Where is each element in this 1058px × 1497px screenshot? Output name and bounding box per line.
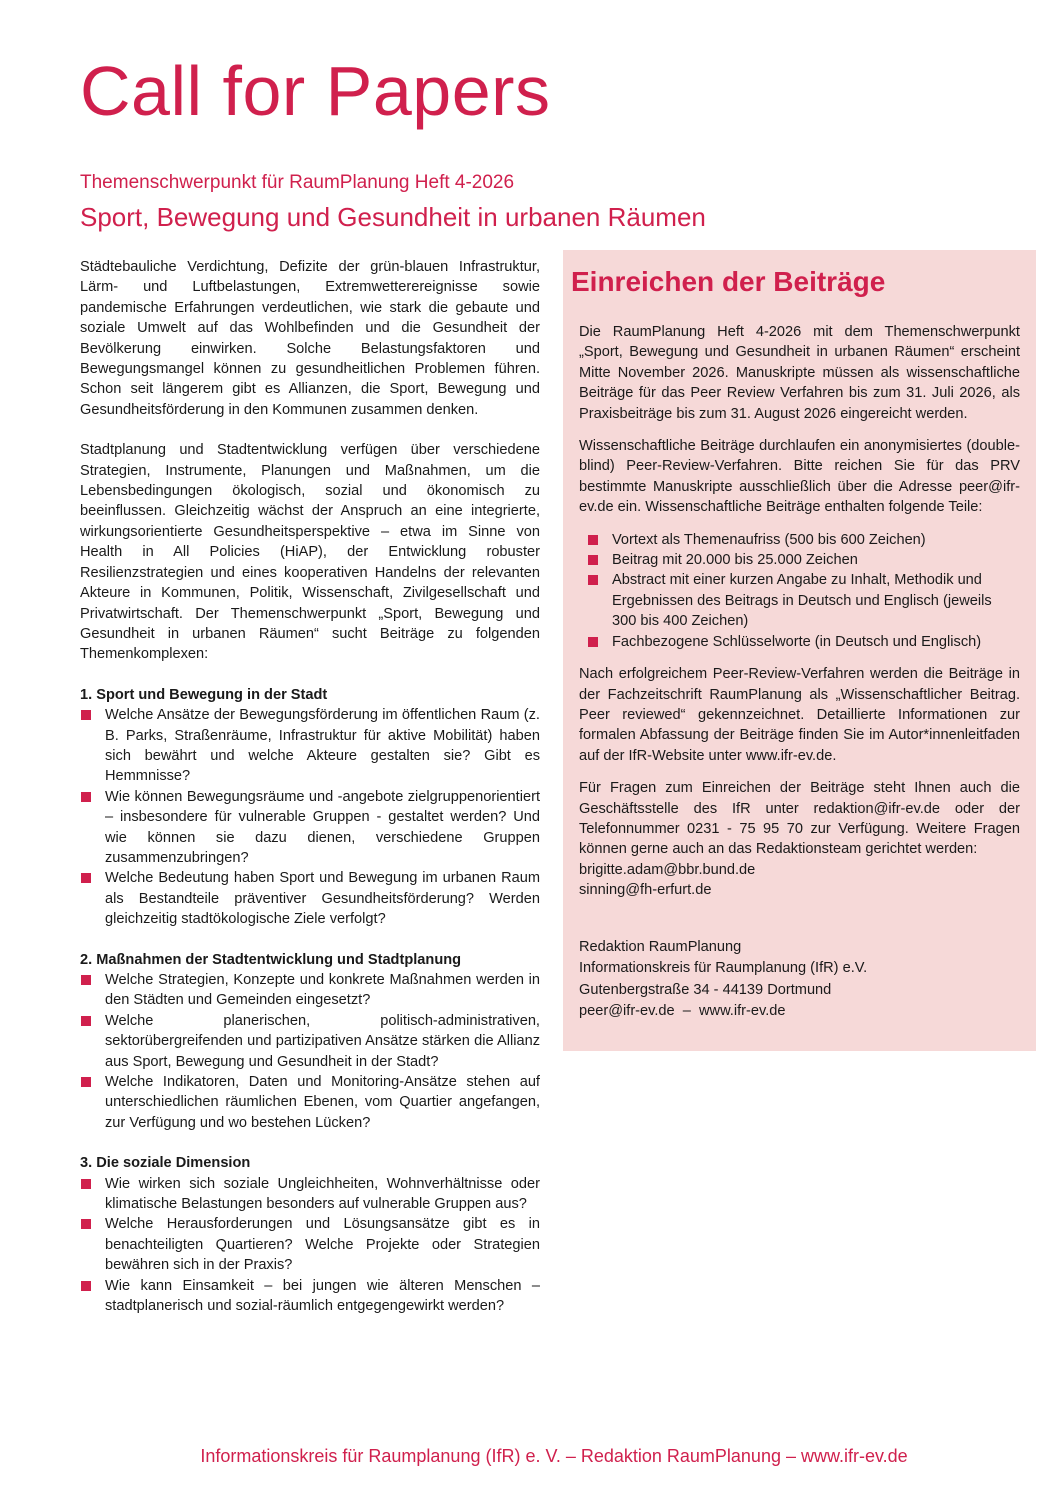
list-item: Welche Herausforderungen und Lösungsansätze gibt es in benachteiligten Quartieren? Welche Projekte oder Strategien bewähren sich in der Praxis? xyxy=(80,1214,540,1275)
square-bullet-icon xyxy=(81,873,91,883)
list-item: Beitrag mit 20.000 bis 25.000 Zeichen xyxy=(587,550,1020,570)
square-bullet-icon xyxy=(81,1219,91,1229)
section-heading: 2. Maßnahmen der Stadtentwicklung und Stadtplanung xyxy=(80,951,462,968)
submission-paragraph: Für Fragen zum Einreichen der Beiträge steht Ihnen auch die Geschäftsstelle des IfR unter redaktion@ifr-ev.de oder der Telefonnummer 0231 - 75 95 70 zur Verfügung. Weitere Fragen können gerne auch an das Redaktionsteam gerichtet werden: xyxy=(579,780,1020,858)
issue-subtitle: Themenschwerpunkt für RaumPlanung Heft 4-2026 xyxy=(80,172,515,193)
list-item: Wie können Bewegungsräume und -angebote zielgruppenorientiert – insbesondere für vulnerable Gruppen - gestaltet werden? Und wie können sie dazu dienen, verschiedene Gruppen zusammenzubringen? xyxy=(80,787,540,869)
square-bullet-icon xyxy=(588,535,598,545)
list-item: Welche planerischen, politisch-administrativen, sektorübergreifenden und partizipativen Ansätze stärken die Allianz aus Sport, Bewegung und Gesundheit in der Stadt? xyxy=(80,1011,540,1072)
email-link[interactable]: sinning@fh-erfurt.de xyxy=(579,882,712,899)
list-item: Vortext als Themenaufriss (500 bis 600 Zeichen) xyxy=(587,530,1020,550)
list-item: Welche Bedeutung haben Sport und Bewegung im urbanen Raum als Bestandteile präventiver Gesundheitsförderung? Werden gleichzeitig stadtökologische Ziele verfolgt? xyxy=(80,868,540,929)
square-bullet-icon xyxy=(81,1179,91,1189)
list-item: Wie wirken sich soziale Ungleichheiten, Wohnverhältnisse oder klimatische Belastungen besonders auf vulnerable Gruppen aus? xyxy=(80,1174,540,1215)
square-bullet-icon xyxy=(81,1281,91,1291)
topic-section-3 xyxy=(80,1153,540,1316)
list-item: Abstract mit einer kurzen Angabe zu Inhalt, Methodik und Ergebnissen des Beitrags in Deutsch und Englisch (jeweils 300 bis 400 Zeichen) xyxy=(587,570,1020,631)
contact-line: Gutenbergstraße 34 - 44139 Dortmund xyxy=(579,981,832,998)
submission-heading: Einreichen der Beiträge xyxy=(571,266,886,297)
square-bullet-icon xyxy=(588,637,598,647)
list-item: Welche Ansätze der Bewegungsförderung im öffentlichen Raum (z. B. Parks, Straßenräume, Infrastruktur für aktive Mobilität) haben sich bewährt und welche Akteure gestalten sie? Gibt es Hemmnisse? xyxy=(80,705,540,787)
submission-box xyxy=(563,250,1036,1051)
square-bullet-icon xyxy=(81,1016,91,1026)
topic-section-1 xyxy=(80,685,540,930)
requirements-list xyxy=(587,530,1020,652)
page-title: Call for Papers xyxy=(80,52,551,130)
contact-block xyxy=(579,937,1020,1023)
square-bullet-icon xyxy=(81,792,91,802)
section-heading: 3. Die soziale Dimension xyxy=(80,1155,251,1172)
submission-paragraph: Die RaumPlanung Heft 4-2026 mit dem Themenschwerpunkt „Sport, Bewegung und Gesundheit in urbanen Räumen“ erscheint Mitte November 2026. Manuskripte müssen als wissenschaftliche Beiträge für das Peer Review Verfahren bis zum 31. Juli 2026, als Praxisbeiträge bis zum 31. August 2026 eingereicht werden. xyxy=(579,324,1020,422)
list-item: Welche Strategien, Konzepte und konkrete Maßnahmen werden in den Städten und Gemeinden eingesetzt? xyxy=(80,970,540,1011)
list-item: Wie kann Einsamkeit – bei jungen wie älteren Menschen – stadtplanerisch und sozial-räumlich entgegengewirkt werden? xyxy=(80,1276,540,1317)
contact-line[interactable]: peer@ifr-ev.de – www.ifr-ev.de xyxy=(579,1003,786,1020)
section-heading: 1. Sport und Bewegung in der Stadt xyxy=(80,686,328,703)
square-bullet-icon xyxy=(588,575,598,585)
list-item: Fachbezogene Schlüsselworte (in Deutsch und Englisch) xyxy=(587,632,1020,652)
email-link[interactable]: brigitte.adam@bbr.bund.de xyxy=(579,861,756,878)
square-bullet-icon xyxy=(81,975,91,985)
page-footer: Informationskreis für Raumplanung (IfR) e. V. – Redaktion RaumPlanung – www.ifr-ev.de xyxy=(200,1446,908,1466)
topic-section-2 xyxy=(80,950,540,1134)
main-column xyxy=(80,257,540,1337)
contact-line: Redaktion RaumPlanung xyxy=(579,938,742,955)
intro-paragraph: Stadtplanung und Stadtentwicklung verfügen über verschiedene Strategien, Instrumente, Planungen und Maßnahmen, um die Lebensbedingungen ökologisch, sozial und ökonomisch zu beeinflussen. Gleichzeitig wächst der Anspruch an eine integrierte, wirkungsorientierte Gesundheitsperspektive – etwa im Sinne von Health in All Policies (HiAP), der Entwicklung robuster Resilienzstrategien und eines kooperativen Handelns der relevanten Akteure in Kommunen, Politik, Wissenschaft, Zivilgesellschaft und Privatwirtschaft. Der Themenschwerpunkt „Sport, Bewegung und Gesundheit in urbanen Räumen“ sucht Beiträge zu folgenden Themenkomplexen: xyxy=(80,442,540,663)
square-bullet-icon xyxy=(81,710,91,720)
intro-paragraph: Städtebauliche Verdichtung, Defizite der grün-blauen Infrastruktur, Lärm- und Luftbelastungen, Extremwetterereignisse sowie pandemische Erfahrungen verdeutlichen, wie stark die gebaute und soziale Umwelt auf das Wohlbefinden und die Gesundheit der Bevölkerung einwirken. Solche Belastungsfaktoren und Bewegungsmangel können zu gesundheitlichen Problemen führen. Schon seit längerem gibt es Allianzen, die Sport, Bewegung und Gesundheitsförderung in den Kommunen zusammen denken. xyxy=(80,259,540,418)
submission-paragraph: Nach erfolgreichem Peer-Review-Verfahren werden die Beiträge in der Fachzeitschrift RaumPlanung als „Wissenschaftlicher Beitrag. Peer reviewed“ gekennzeichnet. Detaillierte Informationen zur formalen Abfassung der Beiträge finden Sie im Autor*innenleitfaden auf der IfR-Website unter www.ifr-ev.de. xyxy=(579,666,1020,764)
square-bullet-icon xyxy=(81,1077,91,1087)
contact-line: Informationskreis für Raumplanung (IfR) e.V. xyxy=(579,960,868,977)
square-bullet-icon xyxy=(588,555,598,565)
submission-paragraph: Wissenschaftliche Beiträge durchlaufen ein anonymisiertes (double-blind) Peer-Review-Verfahren. Bitte reichen Sie für das PRV bestimmte Manuskripte ausschließlich über die Adresse peer@ifr-ev.de ein. Wissenschaftliche Beiträge enthalten folgende Teile: xyxy=(579,438,1020,516)
list-item: Welche Indikatoren, Daten und Monitoring-Ansätze stehen auf unterschiedlichen räumlichen Ebenen, vom Quartier angefangen, zur Verfügung und wo bestehen Lücken? xyxy=(80,1072,540,1133)
topic-heading: Sport, Bewegung und Gesundheit in urbanen Räumen xyxy=(80,202,706,232)
